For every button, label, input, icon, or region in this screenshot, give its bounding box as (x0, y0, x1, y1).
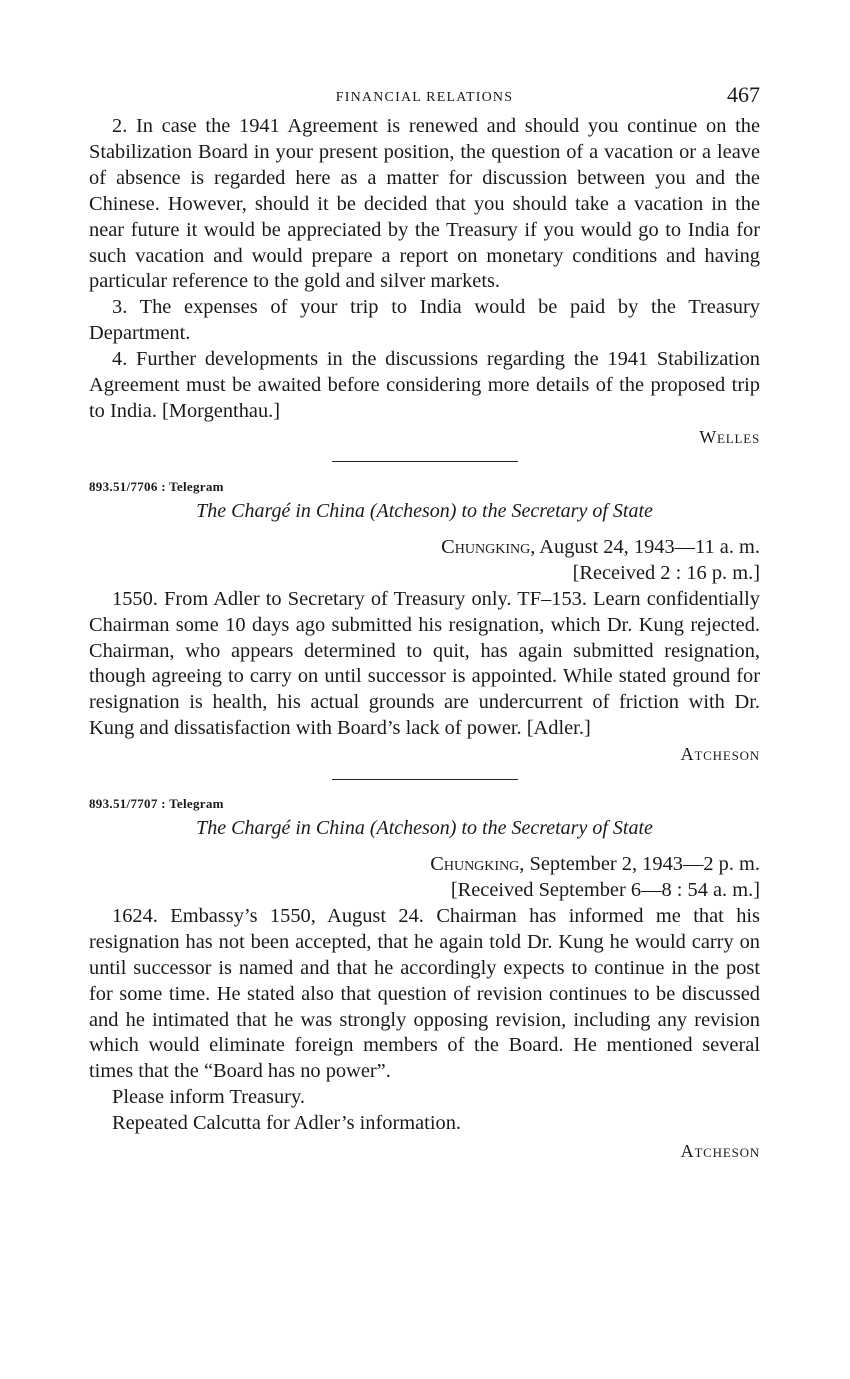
paragraph-2: 2. In case the 1941 Agreement is renewed and should you continue on the Stabilization Board in your present position, the question of a vacation or a leave of absence is regarded here as a matter for discussion between you and the Chinese. However, should it be decided that you should take a vacation in the near future it would be appreciated by the Treasury if you would go to India for such vacation and would prepare a report on monetary conditions and having particular reference to the gold and silver markets. (89, 115, 760, 293)
document-page (89, 82, 760, 1163)
dateline-date: August 24, 1943—11 a. m. (535, 535, 760, 558)
section-divider (332, 461, 518, 462)
instruction-line: Please inform Treasury. (112, 1086, 305, 1109)
paragraph-3: 3. The expenses of your trip to India would be paid by the Treasury Department. (89, 296, 760, 345)
running-head (89, 82, 760, 114)
document-title: The Chargé in China (Atcheson) to the Secretary of State (196, 817, 653, 840)
paragraph-4: 4. Further developments in the discussions regarding the 1941 Stabilization Agreement must be awaited before considering more details of the proposed trip to India. [Morgenthau.] (89, 348, 760, 422)
section-1 (89, 114, 760, 449)
telegram-body: 1550. From Adler to Secretary of Treasury only. TF–153. Learn confidentially Chairman some 10 days ago submitted his resignation, which Dr. Kung rejected. Chairman, who appears determined to quit, has again submitted resignation, though agreeing to carry on until successor is appointed. While stated ground for resignation is health, his actual grounds are undercurrent of friction with Dr. Kung and dissatisfaction with Board’s lack of power. [Adler.] (89, 587, 760, 740)
section-divider (332, 779, 518, 780)
repeated-line: Repeated Calcutta for Adler’s information. (112, 1112, 461, 1135)
file-reference: 893.51/7707 : Telegram (89, 796, 224, 812)
dateline-date: September 2, 1943—2 p. m. (524, 853, 760, 876)
signature-atcheson: Atcheson (680, 1141, 760, 1162)
dateline-place: Chungking, (441, 535, 536, 558)
signature-welles: Welles (699, 426, 760, 447)
telegram-7707 (89, 795, 760, 1163)
dateline-place: Chungking, (430, 853, 525, 876)
dateline (89, 852, 760, 878)
dateline (89, 535, 760, 561)
received-line: [Received September 6—8 : 54 a. m.] (450, 879, 760, 902)
document-title: The Chargé in China (Atcheson) to the Secretary of State (196, 499, 653, 522)
file-reference: 893.51/7706 : Telegram (89, 478, 224, 494)
received-line: [Received 2 : 16 p. m.] (572, 561, 760, 584)
signature-atcheson: Atcheson (680, 744, 760, 765)
page-number: 467 (727, 82, 760, 107)
telegram-7706 (89, 478, 760, 766)
running-title: FINANCIAL RELATIONS (335, 90, 514, 105)
telegram-body: 1624. Embassy’s 1550, August 24. Chairman has informed me that his resignation has not been accepted, that he again told Dr. Kung he would carry on until successor is named and that he accordingly expects to continue in the post for some time. He stated also that question of revision continues to be discussed and he intimated that he was strongly opposing revision, including any revision which would eliminate foreign members of the Board. He mentioned several times that the “Board has no power”. (89, 904, 760, 1083)
